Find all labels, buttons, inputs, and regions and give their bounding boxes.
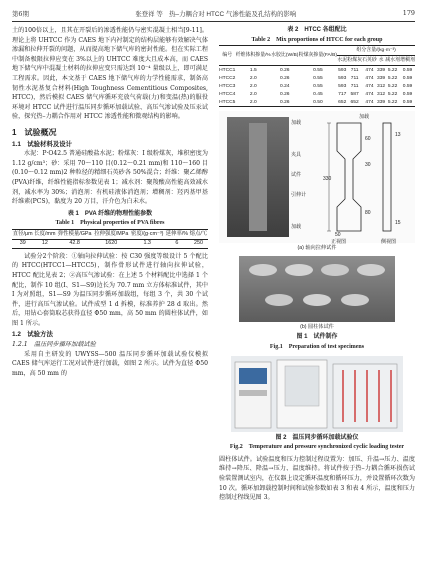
table2-header: 减水剂 [385,56,400,66]
table1-header: 拉伸强度/MPa [93,229,130,239]
table1-cell: 12 [33,239,56,248]
table2-cell: 717 [338,91,347,97]
table2-cell: 5.22 [387,67,398,73]
header-rule [12,21,415,22]
left-column [12,26,208,379]
dim-label: 50 [335,232,341,239]
table2-group-header: 组分含量/(kg·m⁻³) [337,46,415,56]
table2-cell: 339 [376,75,386,81]
table2-cell: 5.22 [387,91,398,97]
table1 [12,229,208,249]
materials-paragraph: 水泥：P·O42.5 普通硅酸盐水泥；粉煤灰：I 级粉煤灰，堆积密度为 1.12 g/cm³；砂：采用 70～110 目(0.12～0.21 mm)和 110～160 目(0.10～0.12 mm)2 种粒径的精细石英砂各 50%混合；纤维：聚乙烯醇(PVA)纤维，纤维性能指标参数见表 1；减水剂：聚羧酸高性能高效减水剂，减水率为 30%；消泡剂：有机硅液体消泡剂；增稠剂：羟丙基甲基纤维素(PCS)，黏度为 20 万目，汗介色为白未水。 [12,150,208,206]
table1-cell: 1.3 [130,239,165,248]
table2-row [219,98,415,107]
dim-label: 330 [323,176,332,183]
tensile-setup-photo [227,117,289,237]
table2-cell: 711 [350,75,359,81]
table2 [219,45,415,107]
dim-label: 60 [365,136,371,143]
table2-cell: 2.0 [249,83,257,89]
table2-cell: 2.0 [236,98,272,107]
table2-cell: 593 [338,75,347,81]
table2-header: 粉煤灰掺量(FA/B) [299,46,338,66]
table2-cell: HTCC5 [219,99,236,105]
label-extensometer: 引伸计 [291,192,307,199]
table1-header: 直径/μm [12,229,33,239]
label-load-bottom: 加载 [291,224,302,231]
table2-row [219,74,415,82]
running-title: 张登祥 等 热–力耦合对 HTCC 气渗性能及孔结构的影响 [135,10,297,18]
table2-cell: 593 [338,83,347,89]
table2-cell: 593 [338,67,347,73]
table2-cell: 474 [365,91,374,97]
table2-caption-en: Table 2 Mix proportions of HTCC for each group [251,36,383,43]
table2-cell: HTCC1 [219,67,236,73]
figure1-caption-en: Fig.1 Preparation of test specimens [269,343,365,350]
label-side-view: 侧视图 [381,239,397,246]
table2-header: 水泥 [337,56,347,66]
method-paragraph: 采用自主研发的 UWYSS—500 温压同步循环加载试验仪模拟 CAES 储气库运行工况对试件进行加载，如图 2 所示。试件为直径 Φ50 mm，高 50 mm 的 [12,350,208,377]
table2-cell: 711 [350,83,359,89]
table1-header: 延伸率/% [165,229,189,239]
table2-cell: 0.45 [313,91,323,97]
section-heading: 1 试验概况 [12,127,57,137]
running-header [12,6,415,20]
dim-label: 15 [395,220,401,227]
label-specimen: 试件 [291,172,302,179]
table2-cell: 652 [338,99,347,105]
label-load-top2: 加载 [359,114,370,121]
label-front-view: 正视图 [331,239,347,246]
figure2-photo [231,356,403,432]
table2-caption-cn: 表 2 HTCC 各组配比 [287,27,347,33]
table2-cell: HTCC2 [219,75,236,81]
table1-header-row [12,229,208,239]
table2-body [219,66,415,107]
table1-header: 熔点/℃ [189,229,208,239]
specimen-shape [249,123,267,231]
table2-cell: 474 [365,75,374,81]
dim-label: 80 [365,210,371,217]
dim-label: 30 [365,162,371,169]
table2-cell: 339 [376,99,386,105]
figure1-caption-cn: 图 1 试件制作 [296,334,338,341]
table2-row [219,82,415,90]
cylinder-specimens-photo [239,256,395,322]
table2-cell: 0.26 [280,91,290,97]
table2-header: 纤维体积掺量/% [236,46,272,66]
procedure-paragraph: 圆柱体试件。试验温度和压力控制过程设置为：加压、升温→压力、温度维持→降压、降温→压力、温度维持。将试件按于热–力耦合循环损伤试验装置测试室内，在仪器上设定循环温度和循环压力，并设置循环次数为 10 次。循环加卸载控制时间和试验参数如表 3 和表 4 所示，温度和压力控制过程线见图 3。 [219,455,415,502]
table2-header: 增稠剂 [400,56,415,66]
design-paragraph: 试验分2个阶段：①轴向拉伸试验：按 C30 强度等级设计 5 个配比的 HTCC(HTCC1—HTCC5)，制作骨形试件进行轴向拉伸试验，HTCC 配比见表 2；②高压气渗试验：在上述 5 个材料配比中选择 1 个配比，制作 10 组(I、S1—S9)边长为 70.7 mm 立方体标准试件，其中 I 为对照组，S1—S9 为温压同步循环加载组，每组 3 个，共 30 个试件，进行高压气渗试验。试件成型 1 d 拆模，标准养护 28 d 取出。然后，用钻心套筒取芯获得直径 Φ50 mm，高 50 mm 的圆柱体试件，如图 1 所示。 [12,252,208,328]
table1-header: 弹性模量/GPa [56,229,93,239]
table2-cell: 474 [365,83,374,89]
page-number: 179 [402,9,415,17]
table2-cell: 0.59 [402,91,413,97]
table2-cell: 0.50 [299,98,338,107]
figure2-caption-cn: 图 2 温压同步循环加载试验仪 [275,434,359,441]
table2-cell: 0.26 [271,98,299,107]
subsubsection-heading: 1.2.1 温压同步循环加载试验 [12,341,96,349]
issue-label: 第6期 [12,9,29,18]
table1-caption-en: Table 1 Physical properties of PVA fibres [55,220,165,227]
table2-cell: 0.59 [400,98,415,107]
table2-cell: 5.22 [387,83,398,89]
table2-cell: 0.59 [402,83,413,89]
table2-cell: 652 [347,98,362,107]
table2-header: 石英砂 [362,56,377,66]
table1-caption-cn: 表 1 PVA 纤维的物理性能参数 [67,210,153,217]
table2-cell: 0.55 [313,67,323,73]
table2-cell: 0.55 [313,83,323,89]
table2-cell: 474 [362,98,377,107]
tester-drawing [231,356,403,432]
intro-paragraph: 土的100倍以上，且其在开裂后的渗透性能仍与密实混凝土相当[9-11]。理论上将 UHTCC 作为 CAES 地下内衬制定的结构层能够有效解决气体渗漏和拉伸开裂的问题，从而提高地下储气库的密封性能。但在实际工程中制备极限拉伸应变在 3%以上的 UHTCC 难度大且成本高，而 CAES 地下储气库中混凝土材料的拉伸应变只需达到 10⁻⁴ 量级以上，即可满足工程需求。因此，本文基于 CAES 地下储气库的力学性能需求，制备高韧性水泥基复合材料(High Toughness Cementitious Composites, HTCC)，然后模拟 CAES 储气库循环充放气荷载(力)和变温(热)的服役环境对 HTCC 试件进行温压同步循环加载试验、高压气渗试验及压汞试验，探究热–力耦合作用对 HTCC 渗透性能和微观结构的影响。 [12,27,208,121]
table1-cell: 1620 [93,239,130,248]
table2-cell: 312 [376,83,386,89]
table1-cell: 6 [165,239,189,248]
table2-header: 粉煤灰 [347,56,362,66]
table2-header: 水 [377,56,385,66]
table2-cell: HTCC3 [219,83,236,89]
figure1-subcaption-a: (a) 轴向拉伸试件 [297,245,337,252]
table2-cell: 5.22 [385,98,400,107]
subsection-heading: 1.2 试验方法 [12,330,53,338]
table2-cell: 0.59 [402,67,413,73]
table2-cell: 5.22 [387,75,398,81]
table2-cell: 587 [350,91,359,97]
table2-cell: 0.26 [280,67,290,73]
table2-cell: 0.59 [402,75,413,81]
table1-header: 密度/(g·cm⁻³) [130,229,165,239]
table2-cell: 2.0 [249,91,257,97]
table1-row [12,239,208,248]
table2-cell: HTCC4 [219,91,236,97]
table2-row [219,90,415,98]
table2-cell: 474 [365,67,374,73]
figure1-subcaption-b: (b) 圆柱体试件 [300,323,334,330]
table1-header: 长度/mm [33,229,56,239]
table2-row [219,66,415,75]
table1-cell: 250 [189,239,208,248]
figure2-caption-en: Fig.2 Temperature and pressure synchronized cyclic loading tester [229,444,405,451]
table2-cell: 711 [350,67,359,73]
table2-cell: 0.55 [313,75,323,81]
table2-cell: 0.26 [280,75,290,81]
table2-cell: 1.5 [249,67,257,73]
label-fixture: 夹具 [291,152,302,159]
subsection-heading: 1.1 试验材料及设计 [12,140,73,148]
table1-cell: 42.8 [56,239,93,248]
dim-label: 13 [395,132,401,139]
right-column [219,26,415,503]
table1-cell: 39 [12,239,33,248]
table2-cell: 312 [376,91,386,97]
table2-header: 编号 [219,46,236,66]
table2-header: 水胶比(W/B) [271,46,299,66]
table2-cell: 2.0 [249,75,257,81]
table2-header-row [219,46,415,56]
label-load-top: 加载 [291,120,302,127]
figure1-a [219,111,415,246]
cylinder-specimens-drawing [239,256,395,322]
table2-cell: 339 [376,67,386,73]
table2-cell: 0.24 [280,83,290,89]
